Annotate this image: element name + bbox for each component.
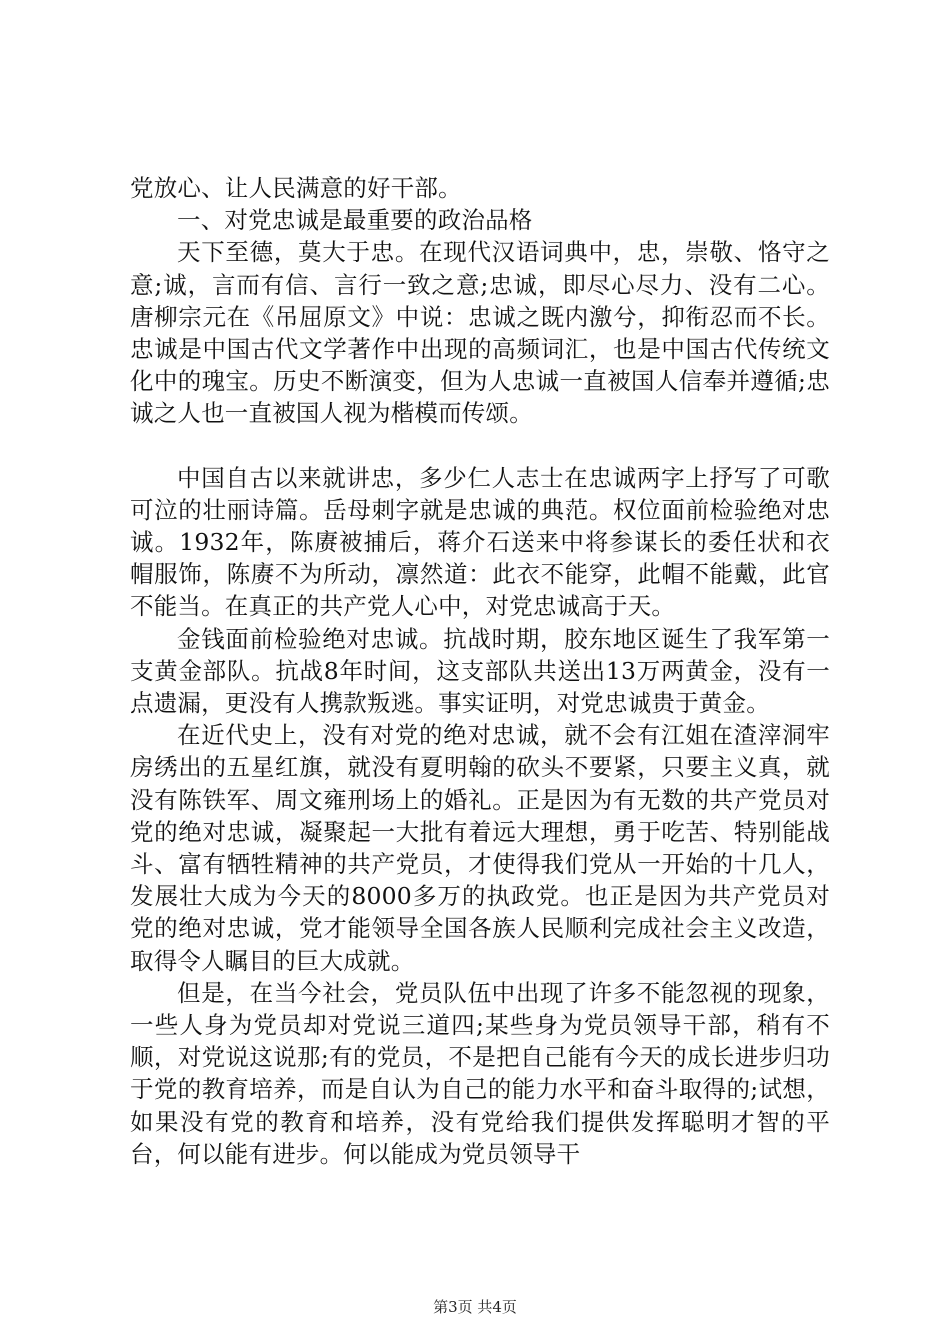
paragraph: 金钱面前检验绝对忠诚。抗战时期，胶东地区诞生了我军第一支黄金部队。抗战8年时间，这支部队共送出13万两黄金，没有一点遗漏，更没有人携款叛逃。事实证明，对党忠诚贵于黄金。 bbox=[130, 624, 830, 718]
paragraph: 在近代史上，没有对党的绝对忠诚，就不会有江姐在渣滓洞牢房绣出的五星红旗，就没有夏明翰的砍头不要紧，只要主义真，就没有陈铁军、周文雍刑场上的婚礼。正是因为有无数的共产党员对党的绝对忠诚，凝聚起一大批有着远大理想，勇于吃苦、特别能战斗、富有牺牲精神的共产党员，才使得我们党从一开始的十几人，发展壮大成为今天的8000多万的执政党。也正是因为共产党员对党的绝对忠诚，党才能领导全国各族人民顺利完成社会主义改造，取得令人瞩目的巨大成就。 bbox=[130, 721, 830, 975]
page-indicator: 第3页 共4页 bbox=[433, 1298, 517, 1316]
paragraph-gap bbox=[130, 430, 830, 462]
paragraph: 但是，在当今社会，党员队伍中出现了许多不能忽视的现象，一些人身为党员却对党说三道四;某些身为党员领导干部，稍有不顺，对党说这说那;有的党员，不是把自己能有今天的成长进步归功于党的教育培养，而是自认为自己的能力水平和奋斗取得的;试想，如果没有党的教育和培养，没有党给我们提供发挥聪明才智的平台，何以能有进步。何以能成为党员领导干 bbox=[130, 978, 830, 1168]
document-body bbox=[130, 172, 830, 1170]
section-heading: 一、对党忠诚是最重要的政治品格 bbox=[177, 206, 533, 235]
paragraph: 天下至德，莫大于忠。在现代汉语词典中，忠，崇敬、恪守之意;诚，言而有信、言行一致之意;忠诚，即尽心尽力、没有二心。唐柳宗元在《吊屈原文》中说：忠诚之既内激兮，抑衔忍而不长。忠诚是中国古代文学著作中出现的高频词汇，也是中国古代传统文化中的瑰宝。历史不断演变，但为人忠诚一直被国人信奉并遵循;忠诚之人也一直被国人视为楷模而传颂。 bbox=[130, 238, 830, 428]
continuation-line: 党放心、让人民满意的好干部。 bbox=[130, 174, 462, 202]
paragraph: 中国自古以来就讲忠，多少仁人志士在忠诚两字上抒写了可歌可泣的壮丽诗篇。岳母刺字就是忠诚的典范。权位面前检验绝对忠诚。1932年，陈赓被捕后，蒋介石送来中将参谋长的委任状和衣帽服饰，陈赓不为所动，凛然道：此衣不能穿，此帽不能戴，此官不能当。在真正的共产党人心中，对党忠诚高于天。 bbox=[130, 463, 830, 621]
page-footer bbox=[0, 1296, 950, 1317]
